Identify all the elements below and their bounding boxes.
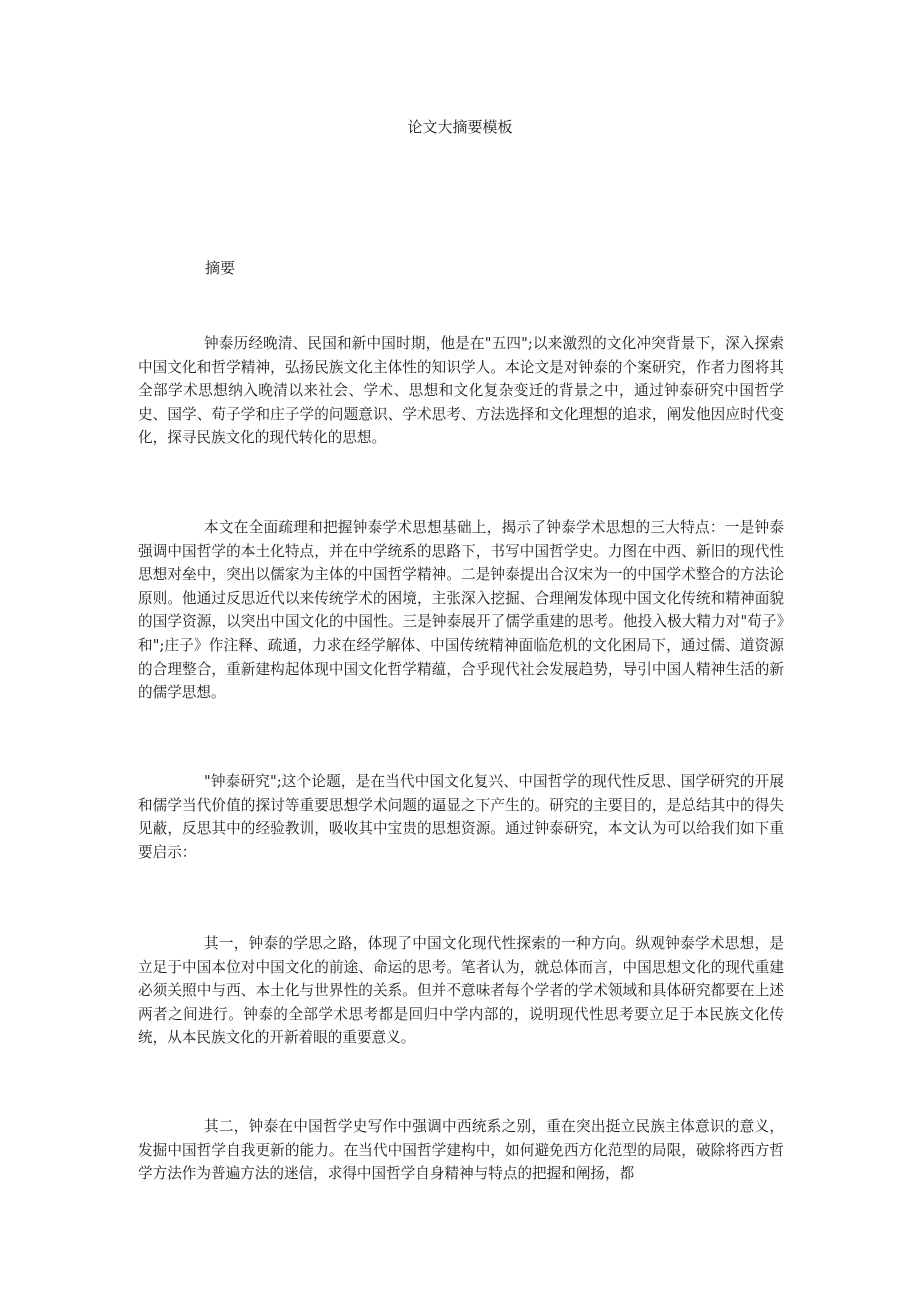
abstract-paragraph-5: 其二，钟泰在中国哲学史写作中强调中西统系之别，重在突出挺立民族主体意识的意义，发掘中国哲学自我更新的能力。在当代中国哲学建构中，如何避免西方化范型的局限，破除将西方哲学方法作为普遍方法的迷信，求得中国哲学自身精神与特点的把握和阐扬，都: [138, 1118, 784, 1183]
abstract-paragraph-1: 钟泰历经晚清、民国和新中国时期，他是在"五四";以来激烈的文化冲突背景下，深入探索中国文化和哲学精神，弘扬民族文化主体性的知识学人。本论文是对钟泰的个案研究，作者力图将其全部学术思想纳入晚清以来社会、学术、思想和文化复杂变迁的背景之中，通过钟泰研究中国哲学史、国学、荀子学和庄子学的问题意识、学术思考、方法选择和文化理想的追求，阐发他因应时代变化，探寻民族文化的现代转化的思想。: [138, 335, 784, 447]
abstract-paragraph-3: "钟泰研究";这个论题，是在当代中国文化复兴、中国哲学的现代性反思、国学研究的开展和儒学当代价值的探讨等重要思想学术问题的逼显之下产生的。研究的主要目的，是总结其中的得失见蔽，反思其中的经验教训，吸收其中宝贵的思想资源。通过钟泰研究，本文认为可以给我们如下重要启示：: [138, 773, 784, 861]
abstract-paragraph-4: 其一，钟泰的学思之路，体现了中国文化现代性探索的一种方向。纵观钟泰学术思想，是立足于中国本位对中国文化的前途、命运的思考。笔者认为，就总体而言，中国思想文化的现代重建必须关照中与西、本土化与世界性的关系。但并不意味者每个学者的学术领域和具体研究都要在上述两者之间进行。钟泰的全部学术思考都是回归中学内部的，说明现代性思考要立足于本民族文化传统，从本民族文化的开新着眼的重要意义。: [138, 935, 784, 1047]
abstract-heading: 摘要: [205, 259, 236, 277]
document-title: 论文大摘要模板: [407, 118, 513, 136]
abstract-paragraph-2: 本文在全面疏理和把握钟泰学术思想基础上，揭示了钟泰学术思想的三大特点：一是钟泰强调中国哲学的本土化特点，并在中学统系的思路下，书写中国哲学史。力图在中西、新旧的现代性思想对垒中，突出以儒家为主体的中国哲学精神。二是钟泰提出合汉宋为一的中国学术整合的方法论原则。他通过反思近代以来传统学术的困境，主张深入挖掘、合理阐发体现中国文化传统和精神面貌的国学资源，以突出中国文化的中国性。三是钟泰展开了儒学重建的思考。他投入极大精力对"荀子》和";庄子》作注释、疏通，力求在经学解体、中国传统精神面临危机的文化困局下，通过儒、道资源的合理整合，重新建构起体现中国文化哲学精蕴，合乎现代社会发展趋势，导引中国人精神生活的新的儒学思想。: [138, 519, 784, 702]
